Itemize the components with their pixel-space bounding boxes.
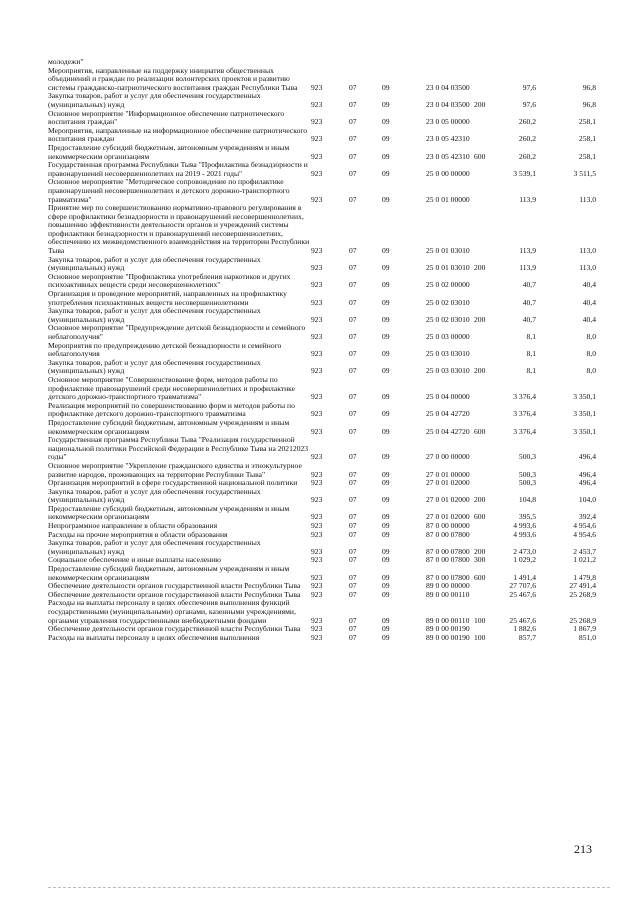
target-article-code: 25 0 01 03010 [426, 263, 470, 273]
target-article-code: 25 0 03 00000 [426, 332, 470, 341]
target-article-code: 25 0 04 00000 [426, 392, 470, 402]
executed-amount: 4 954,6 [573, 529, 596, 539]
subsection-code: 09 [382, 478, 390, 488]
section-code: 07 [349, 632, 357, 642]
target-article-code: 25 0 02 03010 [426, 297, 470, 307]
row-description: Мероприятия, направленные на поддержку инициатив общественных объединений и граждан по реализации волонтерских проектов и развитию системы гражданско-патриотического воспитания граждан Республики Тыва [48, 65, 298, 92]
table-row [48, 376, 596, 402]
row-description: Закупка товаров, работ и услуг для обеспечения государственных (муниципальных) нужд [48, 357, 261, 376]
subsection-code: 09 [382, 632, 390, 642]
table-row [48, 92, 596, 109]
section-code: 07 [349, 99, 357, 109]
subsection-code: 09 [382, 246, 390, 256]
ministry-code: 923 [311, 632, 323, 642]
section-code: 07 [349, 392, 357, 402]
subsection-code: 09 [382, 297, 390, 307]
executed-amount: 4 954,6 [573, 521, 596, 531]
row-description: Обеспечение деятельности органов государственной власти Республики Тыва [48, 589, 301, 599]
ministry-code: 923 [311, 581, 323, 591]
ministry-code: 923 [311, 168, 323, 178]
subsection-code: 09 [382, 572, 390, 582]
approved-amount: 8,1 [526, 366, 536, 376]
subsection-code: 09 [382, 332, 390, 341]
table-row [48, 144, 596, 161]
row-description: Предоставление субсидий бюджетным, автономным учреждениям и иным некоммерческим организациям [48, 417, 290, 436]
approved-amount: 97,6 [522, 82, 536, 92]
ministry-code: 923 [311, 546, 323, 556]
approved-amount: 260,2 [518, 151, 536, 161]
table-row [48, 178, 596, 204]
subsection-code: 09 [382, 624, 390, 634]
section-code: 07 [349, 263, 357, 273]
section-code: 07 [349, 469, 357, 479]
section-code: 07 [349, 589, 357, 599]
approved-amount: 260,2 [518, 134, 536, 144]
row-description: Основное мероприятие "Методическое сопровождение по профилактике правонарушений несовершеннолетних и детского дорожно-транспортного травматизма" [48, 177, 290, 204]
section-code: 07 [349, 151, 357, 161]
target-article-code: 25 0 00 00000 [426, 168, 470, 178]
table-row [48, 307, 596, 324]
row-description: Основное мероприятие "Информационное обеспечение патриотического воспитания граждан" [48, 108, 285, 127]
section-code: 07 [349, 478, 357, 488]
section-code: 07 [349, 82, 357, 92]
executed-amount: 3 350,1 [573, 426, 596, 436]
row-description: Расходы на выплаты персоналу в целях обеспечения выполнения [48, 632, 260, 642]
subsection-code: 09 [382, 546, 390, 556]
page-number: 213 [574, 842, 592, 856]
row-description: Основное мероприятие "Совершенствование форм, методов работы по профилактике правонарушений среди несовершеннолетних и профилактике детского дорожно-транспортного травматизма" [48, 374, 296, 402]
target-article-code: 27 0 01 02000 [426, 478, 470, 488]
row-description: Мероприятия по предупреждению детской безнадзорности и семейного неблагополучия [48, 340, 282, 359]
ministry-code: 923 [311, 349, 323, 359]
executed-amount: 113,0 [579, 246, 596, 256]
executed-amount: 258,1 [578, 151, 596, 161]
target-article-code: 25 0 04 42720 [426, 426, 470, 436]
subsection-code: 09 [382, 151, 390, 161]
executed-amount: 40,4 [582, 314, 596, 324]
row-description: Основное мероприятие "Профилактика употребления наркотиков и других психоактивных веществ среди несовершеннолетних" [48, 271, 291, 290]
row-description: Принятие мер по совершенствованию нормативно-правового регулирования в сфере профилактики безнадзорности и правонарушений несовершеннолетних, повышению эффективности деятельности органов и учреждений системы профилактики безнадзорности и правонарушений несовершеннолетних, обеспечению их межведомственного взаимодействия на территории Республики Тыва [48, 203, 310, 256]
table-row [48, 488, 596, 505]
ministry-code: 923 [311, 82, 323, 92]
ministry-code: 923 [311, 529, 323, 539]
row-description: Закупка товаров, работ и услуг для обеспечения государственных (муниципальных) нужд [48, 91, 261, 109]
row-description: Предоставление субсидий бюджетным, автономным учреждениям и иным некоммерческим организациям [48, 142, 290, 161]
section-code: 07 [349, 581, 357, 591]
table-row [48, 402, 596, 419]
executed-amount: 104,0 [578, 495, 596, 505]
expense-type-code: 200 [474, 263, 486, 273]
approved-amount: 260,2 [518, 117, 536, 127]
subsection-code: 09 [382, 168, 390, 178]
expense-type-code: 600 [474, 426, 486, 436]
section-code: 07 [349, 529, 357, 539]
subsection-code: 09 [382, 280, 390, 290]
approved-amount: 40,7 [522, 280, 536, 290]
approved-amount: 1 882,6 [513, 624, 536, 634]
approved-amount: 2 473,0 [513, 546, 536, 556]
section-code: 07 [349, 572, 357, 582]
table-row [48, 342, 596, 359]
table-row [48, 67, 596, 93]
row-description: Закупка товаров, работ и услуг для обеспечения государственных (муниципальных) нужд [48, 254, 261, 273]
table-row [48, 127, 596, 144]
ministry-code: 923 [311, 151, 323, 161]
approved-amount: 40,7 [522, 314, 536, 324]
ministry-code: 923 [311, 469, 323, 479]
approved-amount: 4 993,6 [513, 521, 536, 531]
subsection-code: 09 [382, 392, 390, 402]
expense-type-code: 100 [474, 632, 486, 642]
target-article-code: 89 0 00 00190 [426, 632, 470, 642]
row-description: Закупка товаров, работ и услуг для обеспечения государственных (муниципальных) нужд [48, 306, 261, 324]
row-description: Основное мероприятие "Укрепление гражданского единства и этнокультурное развитие народов, проживающих на территории Республики Тыва" [48, 460, 302, 479]
target-article-code: 25 0 04 42720 [426, 409, 470, 419]
expense-type-code: 200 [474, 495, 486, 505]
executed-amount: 25 268,9 [569, 589, 596, 599]
ministry-code: 923 [311, 392, 323, 402]
row-description: Закупка товаров, работ и услуг для обеспечения государственных (муниципальных) нужд [48, 486, 261, 505]
target-article-code: 89 0 00 00190 [426, 624, 470, 634]
ministry-code: 923 [311, 280, 323, 290]
ministry-code: 923 [311, 246, 323, 256]
subsection-code: 09 [382, 117, 390, 127]
section-code: 07 [349, 409, 357, 419]
ministry-code: 923 [311, 572, 323, 582]
table-row [48, 436, 596, 462]
ministry-code: 923 [311, 117, 323, 127]
section-code: 07 [349, 314, 357, 324]
row-description: Организация и проведение мероприятий, направленных на профилактику употребления психоактивных веществ несовершеннолетними [48, 289, 287, 307]
approved-amount: 500,3 [518, 469, 536, 479]
table-row [48, 505, 596, 522]
target-article-code: 27 0 01 02000 [426, 512, 470, 522]
approved-amount: 1 491,4 [513, 572, 536, 582]
ministry-code: 923 [311, 426, 323, 436]
approved-amount: 8,1 [526, 349, 536, 359]
table-row [48, 290, 596, 307]
row-description: Предоставление субсидий бюджетным, автономным учреждениям и иным некоммерческим организациям [48, 503, 290, 522]
target-article-code: 25 0 02 00000 [426, 280, 470, 290]
executed-amount: 25 268,9 [569, 615, 596, 625]
target-article-code: 25 0 02 03010 [426, 314, 470, 324]
section-code: 07 [349, 555, 357, 565]
expense-type-code: 600 [474, 151, 486, 161]
row-description: Расходы на прочие мероприятия в области образования [48, 529, 228, 539]
target-article-code: 23 0 04 03500 [426, 99, 470, 109]
subsection-code: 09 [382, 99, 390, 109]
subsection-code: 09 [382, 495, 390, 505]
bottom-rule [48, 887, 610, 888]
section-code: 07 [349, 168, 357, 178]
ministry-code: 923 [311, 297, 323, 307]
executed-amount: 1 021,2 [573, 555, 596, 565]
approved-amount: 3 376,4 [513, 426, 536, 436]
target-article-code: 89 0 00 00000 [426, 581, 470, 591]
approved-amount: 4 993,6 [513, 529, 536, 539]
expense-type-code: 100 [474, 615, 486, 625]
target-article-code: 25 0 01 03010 [426, 246, 470, 256]
section-code: 07 [349, 624, 357, 634]
executed-amount: 3 350,1 [573, 392, 596, 402]
executed-amount: 8,0 [586, 332, 596, 341]
executed-amount: 1 479,8 [573, 572, 596, 582]
ministry-code: 923 [311, 134, 323, 144]
subsection-code: 09 [382, 521, 390, 531]
target-article-code: 87 0 00 07800 [426, 546, 470, 556]
executed-amount: 496,4 [578, 478, 596, 488]
subsection-code: 09 [382, 555, 390, 565]
ministry-code: 923 [311, 555, 323, 565]
subsection-code: 09 [382, 581, 390, 591]
row-description: Предоставление субсидий бюджетным, автономным учреждениям и иным некоммерческим организациям [48, 564, 290, 582]
expense-type-code: 200 [474, 99, 486, 109]
approved-amount: 1 029,2 [513, 555, 536, 565]
ministry-code: 923 [311, 521, 323, 531]
subsection-code: 09 [382, 349, 390, 359]
executed-amount: 113,0 [579, 194, 596, 204]
executed-amount: 8,0 [586, 349, 596, 359]
section-code: 07 [349, 521, 357, 531]
table-row [48, 110, 596, 127]
ministry-code: 923 [311, 366, 323, 376]
subsection-code: 09 [382, 82, 390, 92]
section-code: 07 [349, 246, 357, 256]
section-code: 07 [349, 280, 357, 290]
expense-type-code: 200 [474, 546, 486, 556]
target-article-code: 87 0 00 07800 [426, 529, 470, 539]
row-description: Государственная программа Республики Тыва "Профилактика безнадзорности и правонарушений несовершеннолетних на 2019 - 2021 годы" [48, 160, 308, 178]
subsection-code: 09 [382, 134, 390, 144]
approved-amount: 97,6 [522, 99, 536, 109]
target-article-code: 89 0 00 00110 [426, 589, 470, 599]
ministry-code: 923 [311, 332, 323, 341]
executed-amount: 496,4 [578, 469, 596, 479]
table-row [48, 634, 596, 643]
approved-amount: 8,1 [526, 332, 536, 341]
section-code: 07 [349, 117, 357, 127]
section-code: 07 [349, 495, 357, 505]
subsection-code: 09 [382, 263, 390, 273]
target-article-code: 27 0 01 02000 [426, 495, 470, 505]
row-description: Обеспечение деятельности органов государственной власти Республики Тыва [48, 581, 301, 591]
ministry-code: 923 [311, 314, 323, 324]
ministry-code: 923 [311, 512, 323, 522]
approved-amount: 500,3 [518, 452, 536, 462]
executed-amount: 96,8 [582, 99, 596, 109]
section-code: 07 [349, 512, 357, 522]
table-row [48, 419, 596, 436]
subsection-code: 09 [382, 409, 390, 419]
subsection-code: 09 [382, 426, 390, 436]
ministry-code: 923 [311, 478, 323, 488]
ministry-code: 923 [311, 589, 323, 599]
section-code: 07 [349, 194, 357, 204]
section-code: 07 [349, 332, 357, 341]
executed-amount: 392,4 [578, 512, 596, 522]
table-row [48, 324, 596, 341]
table-row [48, 539, 596, 556]
table-row [48, 599, 596, 625]
approved-amount: 113,9 [519, 246, 536, 256]
section-code: 07 [349, 297, 357, 307]
row-description: Мероприятия, направленные на информационное обеспечение патриотического воспитания граждан [48, 125, 308, 144]
row-description: Закупка товаров, работ и услуг для обеспечения государственных (муниципальных) нужд [48, 538, 261, 556]
row-description: Расходы на выплаты персоналу в целях обеспечения выполнения функций государственными (муниципальными) органами, казенными учреждениями, органами управления государственными внебюджетными фондами [48, 598, 296, 625]
approved-amount: 27 707,6 [509, 581, 536, 591]
target-article-code: 87 0 00 07800 [426, 572, 470, 582]
expense-type-code: 200 [474, 366, 486, 376]
section-code: 07 [349, 452, 357, 462]
executed-amount: 2 453,7 [573, 546, 596, 556]
target-article-code: 27 0 00 00000 [426, 452, 470, 462]
table-row [48, 565, 596, 582]
ministry-code: 923 [311, 452, 323, 462]
approved-amount: 500,3 [518, 478, 536, 488]
table-row [48, 161, 596, 178]
target-article-code: 89 0 00 00110 [426, 615, 470, 625]
ministry-code: 923 [311, 495, 323, 505]
executed-amount: 40,4 [582, 280, 596, 290]
executed-amount: 3 350,1 [573, 409, 596, 419]
expense-type-code: 600 [474, 512, 486, 522]
table-row [48, 273, 596, 290]
section-code: 07 [349, 349, 357, 359]
target-article-code: 23 0 05 00000 [426, 117, 470, 127]
approved-amount: 3 376,4 [513, 409, 536, 419]
subsection-code: 09 [382, 194, 390, 204]
subsection-code: 09 [382, 512, 390, 522]
subsection-code: 09 [382, 529, 390, 539]
approved-amount: 395,5 [518, 512, 536, 522]
approved-amount: 113,9 [519, 194, 536, 204]
row-description: Непрограммное направление в области образования [48, 521, 218, 531]
expense-type-code: 300 [474, 555, 486, 565]
subsection-code: 09 [382, 314, 390, 324]
approved-amount: 104,8 [518, 495, 536, 505]
subsection-code: 09 [382, 366, 390, 376]
approved-amount: 3 539,1 [513, 168, 536, 178]
section-code: 07 [349, 615, 357, 625]
ministry-code: 923 [311, 615, 323, 625]
table-row [48, 204, 596, 256]
table-row [48, 256, 596, 273]
executed-amount: 1 867,9 [573, 624, 596, 634]
approved-amount: 40,7 [522, 297, 536, 307]
row-description: Основное мероприятие "Предупреждение детской безнадзорности и семейного неблагополучия" [48, 323, 306, 341]
target-article-code: 25 0 01 00000 [426, 194, 470, 204]
executed-amount: 96,8 [582, 82, 596, 92]
executed-amount: 496,4 [578, 452, 596, 462]
executed-amount: 8,0 [586, 366, 596, 376]
ministry-code: 923 [311, 99, 323, 109]
executed-amount: 113,0 [579, 263, 596, 273]
section-code: 07 [349, 366, 357, 376]
approved-amount: 3 376,4 [513, 392, 536, 402]
ministry-code: 923 [311, 263, 323, 273]
target-article-code: 23 0 05 42310 [426, 151, 470, 161]
row-description: Реализация мероприятий по совершенствованию форм и методов работы по профилактике детского дорожно-транспортного травматизма [48, 400, 295, 419]
subsection-code: 09 [382, 452, 390, 462]
target-article-code: 23 0 05 42310 [426, 134, 470, 144]
subsection-code: 09 [382, 615, 390, 625]
expense-type-code: 200 [474, 314, 486, 324]
row-description: Государственная программа Республики Тыва "Реализация государственной национальной политики Российской Федерации в Республике Тыва на 20212023 годы" [48, 435, 309, 462]
section-code: 07 [349, 546, 357, 556]
budget-table [48, 58, 596, 642]
target-article-code: 87 0 00 07800 [426, 555, 470, 565]
row-description: молодежи" [48, 57, 84, 66]
section-code: 07 [349, 134, 357, 144]
target-article-code: 25 0 03 03010 [426, 366, 470, 376]
subsection-code: 09 [382, 469, 390, 479]
approved-amount: 113,9 [519, 263, 536, 273]
approved-amount: 25 467,6 [509, 589, 536, 599]
table-row [48, 462, 596, 479]
executed-amount: 40,4 [582, 297, 596, 307]
subsection-code: 09 [382, 589, 390, 599]
executed-amount: 258,1 [578, 117, 596, 127]
executed-amount: 258,1 [578, 134, 596, 144]
target-article-code: 25 0 03 03010 [426, 349, 470, 359]
row-description: Социальное обеспечение и иные выплаты населению [48, 555, 221, 565]
ministry-code: 923 [311, 194, 323, 204]
ministry-code: 923 [311, 409, 323, 419]
executed-amount: 851,0 [578, 632, 596, 642]
row-description: Обеспечение деятельности органов государственной власти Республики Тыва [48, 624, 301, 634]
approved-amount: 25 467,6 [509, 615, 536, 625]
approved-amount: 857,7 [518, 632, 536, 642]
expense-type-code: 600 [474, 572, 486, 582]
table-row [48, 359, 596, 376]
row-description: Организация мероприятий в сфере государственной национальной политики [48, 478, 298, 488]
section-code: 07 [349, 426, 357, 436]
ministry-code: 923 [311, 624, 323, 634]
target-article-code: 27 0 01 00000 [426, 469, 470, 479]
executed-amount: 27 491,4 [569, 581, 596, 591]
target-article-code: 87 0 00 00000 [426, 521, 470, 531]
target-article-code: 23 0 04 03500 [426, 82, 470, 92]
executed-amount: 3 511,5 [573, 168, 596, 178]
